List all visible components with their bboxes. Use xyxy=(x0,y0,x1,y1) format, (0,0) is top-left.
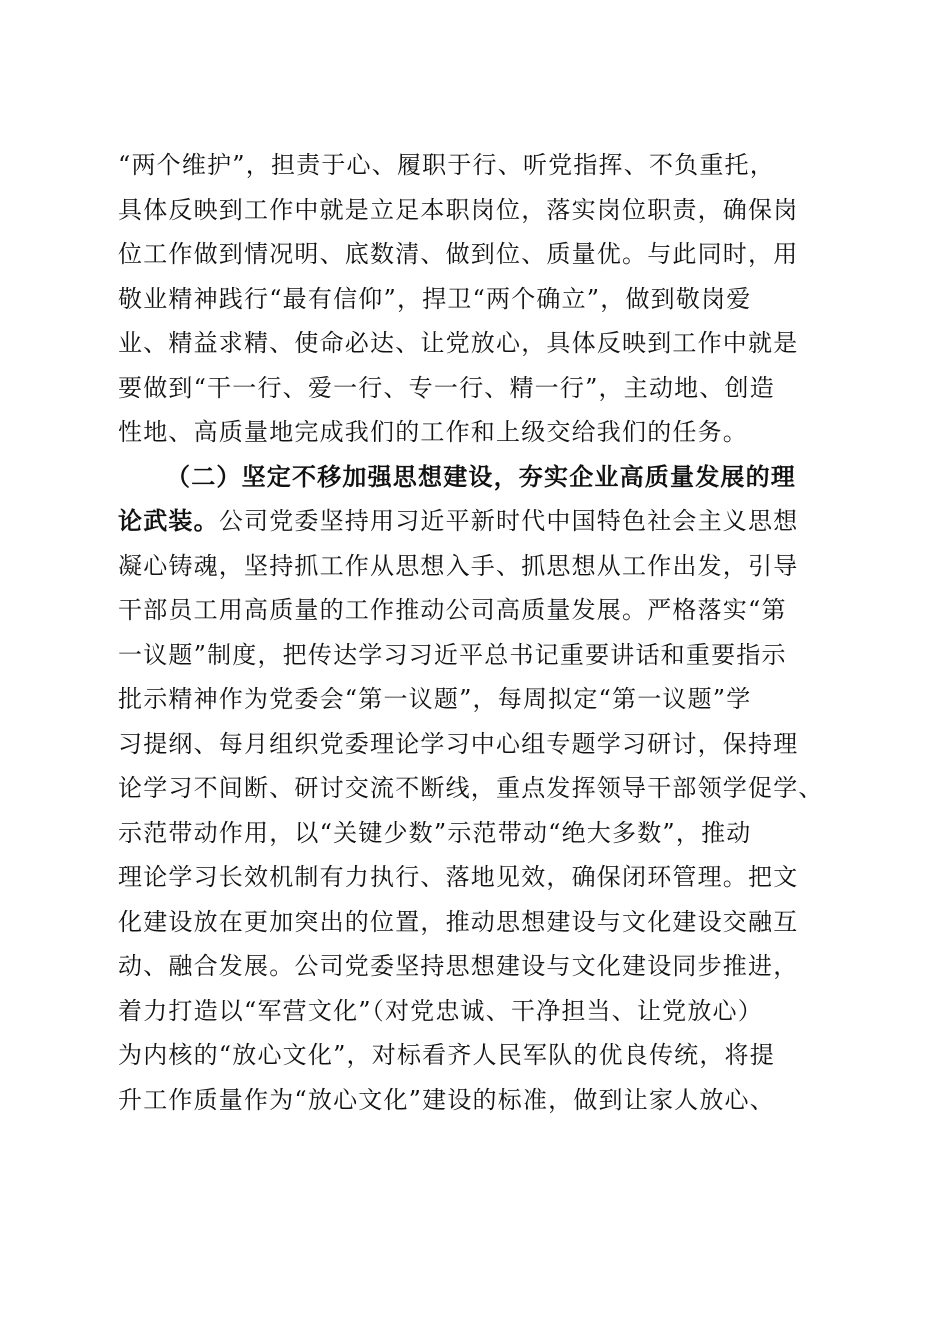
text-line: 理论学习长效机制有力执行、落地见效，确保闭环管理。把文 xyxy=(118,863,799,891)
section-heading-end: 论武装。 xyxy=(118,506,219,535)
text-line: 示范带动作用，以“关键少数”示范带动“绝大多数”，推动 xyxy=(118,818,752,847)
text-line: 要做到“干一行、爱一行、专一行、精一行”，主动地、创造 xyxy=(118,373,775,402)
text-line: 着力打造以“军营文化”（对党忠诚、干净担当、让党放心） xyxy=(118,996,763,1025)
text-line: 化建设放在更加突出的位置，推动思想建设与文化建设交融互 xyxy=(118,907,799,936)
text-line: 凝心铸魂，坚持抓工作从思想入手、抓思想从工作出发，引导 xyxy=(118,551,799,580)
text-line: 论学习不间断、研讨交流不断线，重点发挥领导干部领学促学、 xyxy=(118,774,824,802)
section-heading-continuation xyxy=(118,499,818,544)
section-first-sentence: 公司党委坚持用习近平新时代中国特色社会主义思想 xyxy=(218,507,799,535)
text-line: 为内核的“放心文化”，对标看齐人民军队的优良传统，将提 xyxy=(118,1041,775,1069)
text-line: 动、融合发展。公司党委坚持思想建设与文化建设同步推进， xyxy=(118,952,799,980)
document-body xyxy=(118,143,824,1122)
text-line: 干部员工用高质量的工作推动公司高质量发展。严格落实“第 xyxy=(118,596,787,624)
section-heading: （二）坚定不移加强思想建设，夯实企业高质量发展的理 xyxy=(166,461,796,491)
text-line: 业、精益求精、使命必达、让党放心，具体反映到工作中就是 xyxy=(118,329,799,357)
text-line: 一议题”制度，把传达学习习近平总书记重要讲话和重要指示 xyxy=(118,640,787,669)
text-line: 位工作做到情况明、底数清、做到位、质量优。与此同时，用 xyxy=(118,240,799,268)
text-line: 具体反映到工作中就是立足本职岗位，落实岗位职责，确保岗 xyxy=(118,195,799,224)
text-line: 批示精神作为党委会“第一议题”，每周拟定“第一议题”学 xyxy=(118,685,752,713)
text-line: 习提纲、每月组织党委理论学习中心组专题学习研讨，保持理 xyxy=(118,729,799,758)
text-line: 性地、高质量地完成我们的工作和上级交给我们的任务。 xyxy=(118,418,748,446)
text-line: 升工作质量作为“放心文化”建设的标准，做到让家人放心、 xyxy=(118,1085,775,1114)
text-line: 敬业精神践行“最有信仰”，捍卫“两个确立”，做到敬岗爱 xyxy=(118,284,752,313)
text-line: “两个维护”，担责于心、履职于行、听党指挥、不负重托， xyxy=(118,151,775,179)
